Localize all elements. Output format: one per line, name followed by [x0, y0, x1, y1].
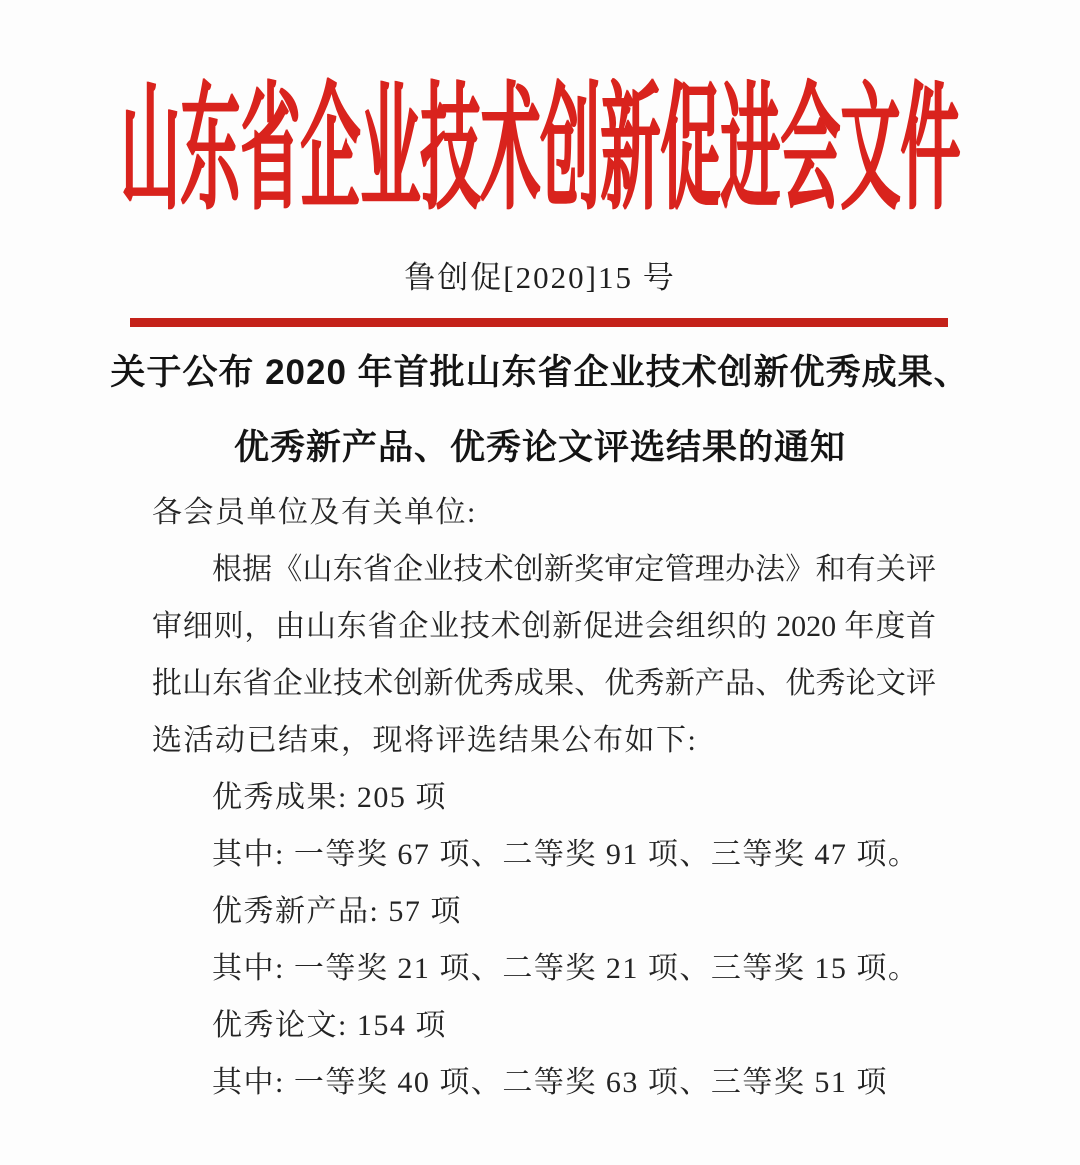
document-title	[0, 335, 1080, 485]
result-category-papers: 优秀论文: 154 项	[212, 1009, 447, 1042]
result-breakdown-achievements: 其中: 一等奖 67 项、二等奖 91 项、三等奖 47 项。	[212, 838, 920, 871]
result-breakdown-papers: 其中: 一等奖 40 项、二等奖 63 项、三等奖 51 项	[212, 1066, 888, 1099]
document-title-line2: 优秀新产品、优秀论文评选结果的通知	[233, 428, 846, 467]
result-category-new-products: 优秀新产品: 57 项	[212, 895, 462, 928]
letterhead-title: 山东省企业技术创新促进会文件	[120, 74, 960, 227]
result-breakdown-new-products: 其中: 一等奖 21 项、二等奖 21 项、三等奖 15 项。	[212, 952, 920, 985]
paragraph-line-3: 批山东省企业技术创新优秀成果、优秀新产品、优秀论文评	[152, 667, 936, 700]
document-body	[152, 484, 936, 1111]
paragraph-line-1: 根据《山东省企业技术创新奖审定管理办法》和有关评	[212, 553, 936, 586]
result-category-achievements: 优秀成果: 205 项	[212, 781, 447, 814]
document-number: 鲁创促[2020]15 号	[404, 260, 676, 295]
paragraph-line-4: 选活动已结束，现将评选结果公布如下:	[152, 724, 698, 757]
red-divider-rule	[130, 318, 948, 327]
salutation: 各会员单位及有关单位:	[152, 496, 477, 529]
letterhead	[0, 40, 1080, 227]
paragraph-line-2: 审细则，由山东省企业技术创新促进会组织的 2020 年度首	[152, 610, 936, 643]
document-title-line1: 关于公布 2020 年首批山东省企业技术创新优秀成果、	[110, 353, 970, 392]
